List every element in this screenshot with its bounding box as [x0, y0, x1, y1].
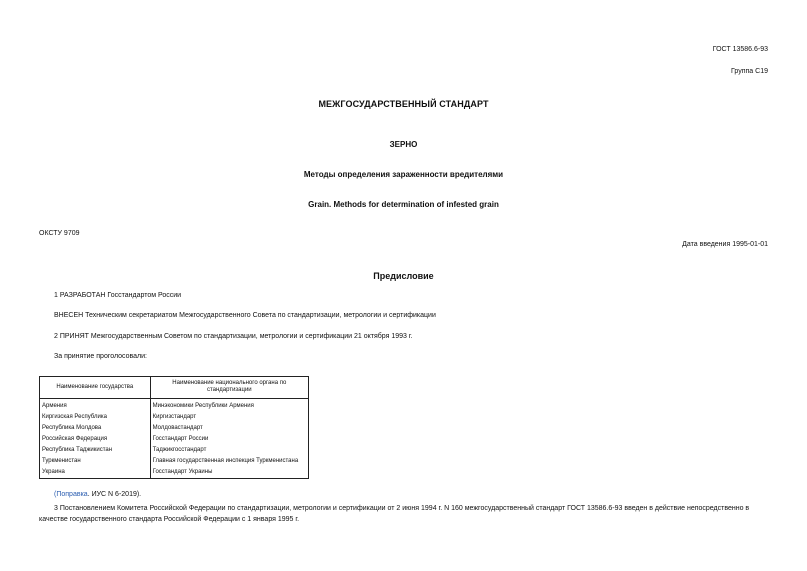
voting-states-table — [39, 376, 309, 479]
foreword-paragraph-adopted: 2 ПРИНЯТ Межгосударственным Советом по стандартизации, метрологии и сертификации 21 октября 1993 г. — [54, 333, 413, 340]
amendment-link[interactable]: Поправка — [56, 491, 88, 498]
amendment-reference: . ИУС N 6-2019). — [87, 491, 142, 498]
table-cell-national-body: Молдовастандарт — [150, 423, 308, 434]
foreword-paragraph-enacted: 3 Постановлением Комитета Российской Федерации по стандартизации, метрологии и сертификации от 2 июня 1994 г. N 160 межгосударственный стандарт ГОСТ 13586.6-93 введен в действие непосредственно в качестве государственного стандарта Российской Федерации с 1 января 1995 г. — [39, 505, 750, 523]
table-header-row — [40, 377, 309, 399]
table-row — [40, 456, 309, 467]
table-row — [40, 445, 309, 456]
table-cell-national-body: Госстандарт России — [150, 434, 308, 445]
foreword-heading: Предисловие — [373, 271, 434, 281]
column-header-national-body: Наименование национального органа по стандартизации — [150, 377, 308, 399]
table-cell-state: Киргизская Республика — [40, 412, 151, 423]
table-row — [40, 423, 309, 434]
foreword-paragraph-voted: За принятие проголосовали: — [54, 353, 147, 360]
title-english: Grain. Methods for determination of infested grain — [308, 200, 499, 209]
table-cell-state: Туркменистан — [40, 456, 151, 467]
column-header-state: Наименование государства — [40, 377, 151, 399]
title-russian: Методы определения зараженности вредителями — [303, 170, 504, 179]
table-cell-national-body: Главная государственная инспекция Туркменистана — [150, 456, 308, 467]
introduction-date: Дата введения 1995-01-01 — [682, 241, 768, 248]
amendment-open-paren: ( — [54, 491, 57, 498]
group-code: Группа С19 — [731, 68, 768, 75]
table-cell-state: Армения — [40, 399, 151, 413]
table-cell-national-body: Госстандарт Украины — [150, 467, 308, 479]
table-row — [40, 434, 309, 445]
foreword-paragraph-submitted: ВНЕСЕН Техническим секретариатом Межгосударственного Совета по стандартизации, метрологии и сертификации — [54, 312, 436, 319]
table-cell-state: Российская Федерация — [40, 434, 151, 445]
standard-type-heading: МЕЖГОСУДАРСТВЕННЫЙ СТАНДАРТ — [318, 99, 489, 109]
foreword-paragraph-developed: 1 РАЗРАБОТАН Госстандартом России — [54, 292, 182, 299]
table-row — [40, 399, 309, 413]
amendment-note — [54, 491, 141, 498]
table-cell-national-body: Таджикгосстандарт — [150, 445, 308, 456]
oksu-code: ОКСТУ 9709 — [39, 230, 80, 237]
table-cell-state: Республика Молдова — [40, 423, 151, 434]
table-row — [40, 412, 309, 423]
table-cell-national-body: Киргизстандарт — [150, 412, 308, 423]
subject-heading: ЗЕРНО — [389, 140, 418, 149]
table-cell-state: Украина — [40, 467, 151, 479]
table-row — [40, 467, 309, 479]
table-cell-national-body: Минэкономики Республики Армения — [150, 399, 308, 413]
table-cell-state: Республика Таджикистан — [40, 445, 151, 456]
gost-number: ГОСТ 13586.6-93 — [712, 46, 768, 53]
